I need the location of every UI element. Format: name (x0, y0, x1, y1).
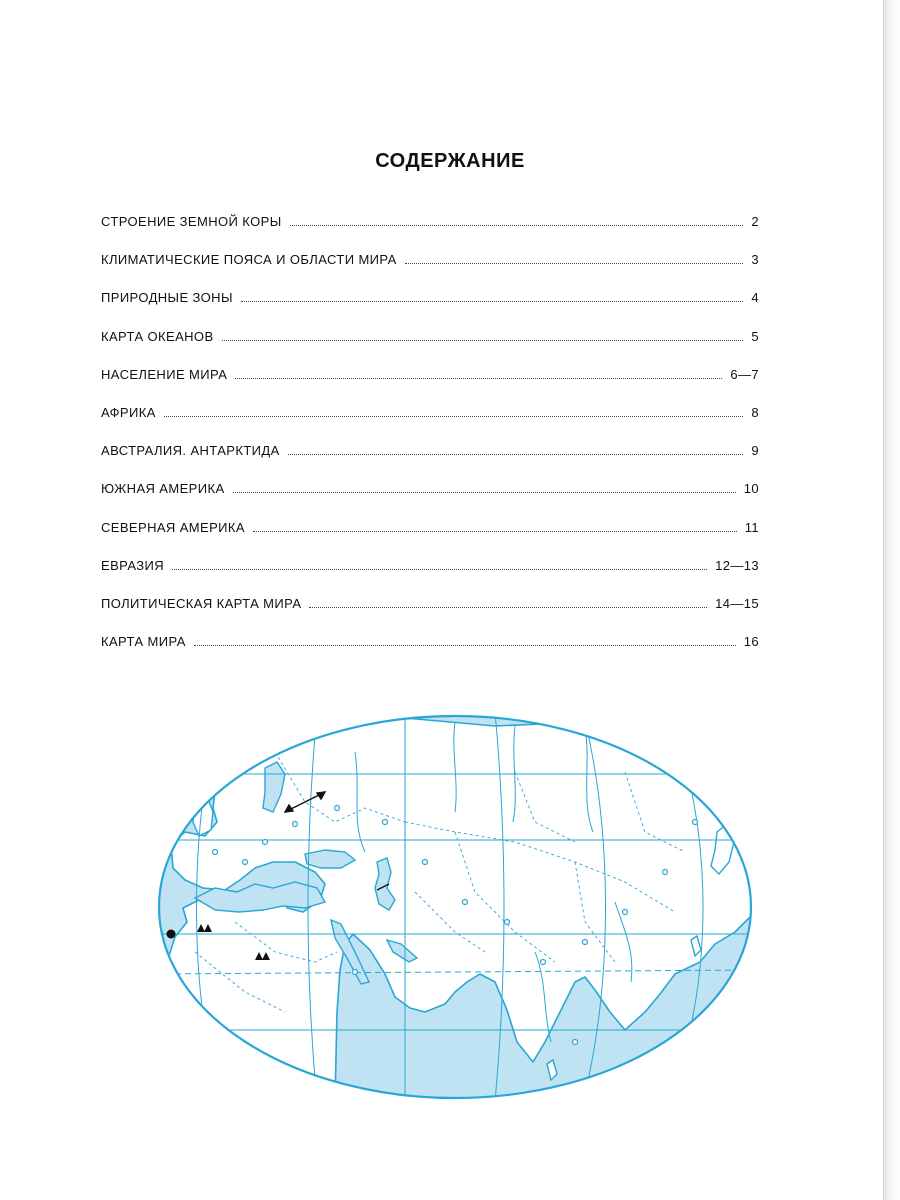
toc-leader-dots (172, 569, 707, 570)
toc-item-page: 14—15 (715, 595, 759, 611)
toc-item-page: 5 (751, 328, 759, 344)
toc-item[interactable] (101, 290, 759, 328)
toc-item-label: ЕВРАЗИЯ (101, 557, 165, 573)
toc-item-page: 12—13 (715, 557, 759, 573)
toc-item-label: ПОЛИТИЧЕСКАЯ КАРТА МИРА (101, 595, 302, 611)
toc-item[interactable] (101, 367, 759, 405)
toc-item-label: ЮЖНАЯ АМЕРИКА (101, 481, 225, 497)
toc-leader-dots (253, 531, 737, 532)
toc-item-label: СЕВЕРНАЯ АМЕРИКА (101, 519, 245, 535)
toc-leader-dots (194, 645, 736, 646)
toc-item[interactable] (101, 443, 759, 481)
toc-item-page: 3 (751, 252, 759, 268)
toc-item-label: НАСЕЛЕНИЕ МИРА (101, 366, 228, 382)
toc-leader-dots (290, 225, 744, 226)
page-title: СОДЕРЖАНИЕ (375, 150, 525, 172)
page-edge (883, 0, 900, 1200)
world-outline-map (155, 712, 755, 1102)
toc-item-label: АФРИКА (101, 404, 156, 420)
toc-item[interactable] (101, 252, 759, 290)
toc-item-page: 9 (751, 443, 759, 459)
toc-item[interactable] (101, 634, 759, 672)
toc-item-page: 10 (743, 481, 759, 497)
toc-item[interactable] (101, 329, 759, 367)
toc-item[interactable] (101, 214, 759, 252)
toc-item-page: 4 (751, 290, 759, 306)
toc-item-label: КАРТА МИРА (101, 634, 186, 650)
toc-item[interactable] (101, 405, 759, 443)
toc-item[interactable] (101, 558, 759, 596)
toc-leader-dots (235, 378, 722, 379)
toc-item-page: 8 (751, 404, 759, 420)
toc-item-page: 16 (743, 634, 759, 650)
toc-leader-dots (288, 454, 744, 455)
toc-item[interactable] (101, 481, 759, 519)
toc-item[interactable] (101, 520, 759, 558)
toc-item-page: 11 (744, 519, 759, 535)
toc-leader-dots (241, 301, 743, 302)
toc-leader-dots (405, 263, 744, 264)
toc-leader-dots (309, 607, 707, 608)
toc-item-page: 2 (751, 214, 759, 229)
toc-leader-dots (222, 340, 744, 341)
toc-item-label: АВСТРАЛИЯ. АНТАРКТИДА (101, 443, 280, 459)
table-of-contents (101, 214, 759, 672)
toc-leader-dots (164, 416, 744, 417)
toc-item-page: 6—7 (730, 366, 759, 382)
toc-item-label: ПРИРОДНЫЕ ЗОНЫ (101, 290, 233, 306)
toc-item-label: СТРОЕНИЕ ЗЕМНОЙ КОРЫ (101, 214, 282, 229)
deposit-marker (167, 930, 176, 939)
toc-leader-dots (233, 492, 736, 493)
toc-item-label: КЛИМАТИЧЕСКИЕ ПОЯСА И ОБЛАСТИ МИРА (101, 252, 397, 268)
toc-item-label: КАРТА ОКЕАНОВ (101, 328, 214, 344)
toc-item[interactable] (101, 596, 759, 634)
